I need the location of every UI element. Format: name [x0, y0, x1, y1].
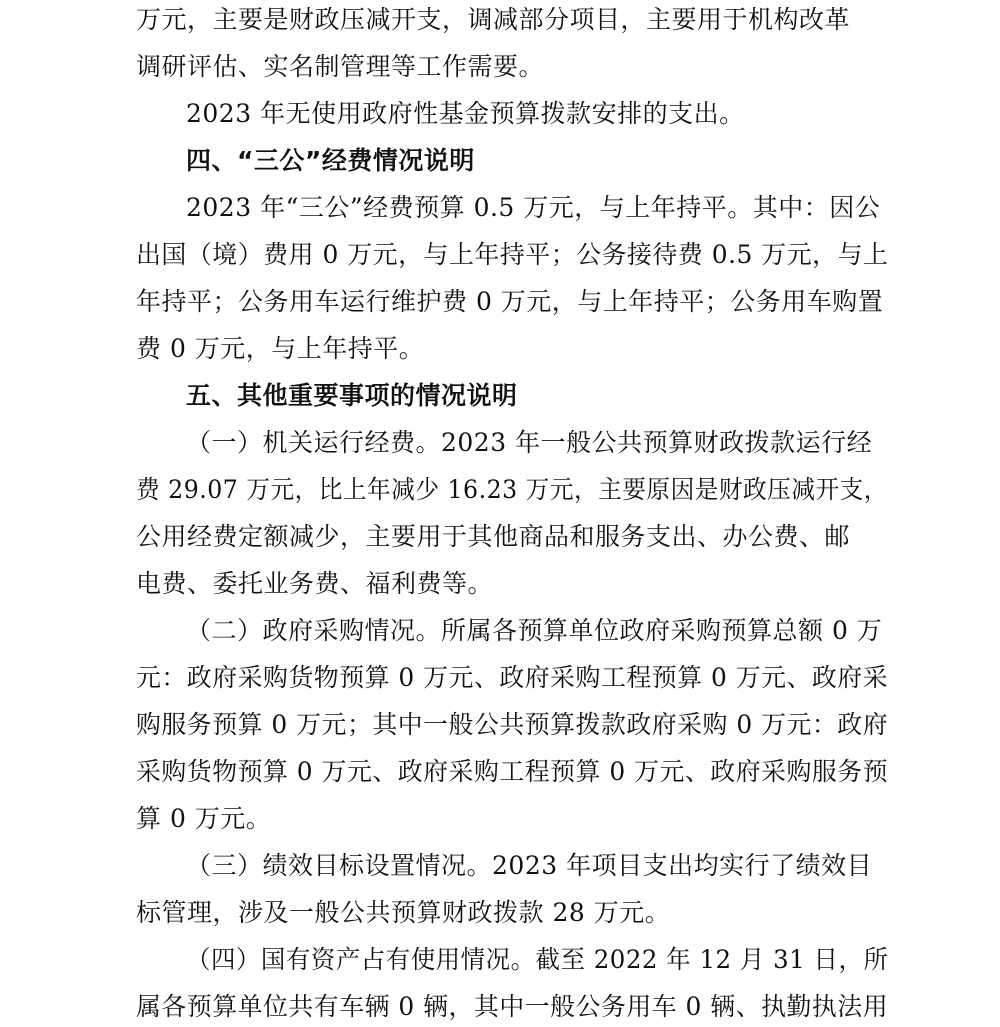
text-line: （二）政府采购情况。所属各预算单位政府采购预算总额 0 万: [186, 616, 883, 645]
text-line: （四）国有资产占有使用情况。截至 2022 年 12 月 31 日，所: [186, 945, 889, 974]
text-line: 采购货物预算 0 万元、政府采购工程预算 0 万元、政府采购服务预: [136, 757, 889, 786]
text-line: 标管理，涉及一般公共预算财政拨款 28 万元。: [136, 898, 671, 927]
section-heading: 五、其他重要事项的情况说明: [186, 381, 518, 410]
text-line: 费 0 万元，与上年持平。: [136, 334, 425, 363]
text-line: 算 0 万元。: [136, 804, 272, 833]
text-line: 2023 年无使用政府性基金预算拨款安排的支出。: [186, 99, 745, 128]
text-line: 购服务预算 0 万元；其中一般公共预算拨款政府采购 0 万元：政府: [136, 710, 889, 739]
text-line: 万元，主要是财政压减开支，调减部分项目，主要用于机构改革: [136, 5, 851, 34]
text-line: 年持平；公务用车运行维护费 0 万元，与上年持平；公务用车购置: [136, 287, 884, 316]
text-line: 费 29.07 万元，比上年减少 16.23 万元，主要原因是财政压减开支，: [136, 475, 888, 504]
text-line: 出国（境）费用 0 万元，与上年持平；公务接待费 0.5 万元，与上: [136, 240, 889, 269]
text-line: 属各预算单位共有车辆 0 辆，其中一般公务用车 0 辆、执勤执法用: [136, 992, 889, 1021]
section-heading: 四、“三公”经费情况说明: [186, 146, 475, 175]
text-line: 2023 年“三公”经费预算 0.5 万元，与上年持平。其中：因公: [186, 193, 881, 222]
text-line: 元：政府采购货物预算 0 万元、政府采购工程预算 0 万元、政府采: [136, 663, 889, 692]
text-line: 调研评估、实名制管理等工作需要。: [136, 52, 545, 81]
text-line: 公用经费定额减少，主要用于其他商品和服务支出、办公费、邮: [136, 522, 851, 551]
text-line: （三）绩效目标设置情况。2023 年项目支出均实行了绩效目: [186, 851, 873, 880]
text-line: 电费、委托业务费、福利费等。: [136, 569, 494, 598]
text-line: （一）机关运行经费。2023 年一般公共预算财政拨款运行经: [186, 428, 873, 457]
